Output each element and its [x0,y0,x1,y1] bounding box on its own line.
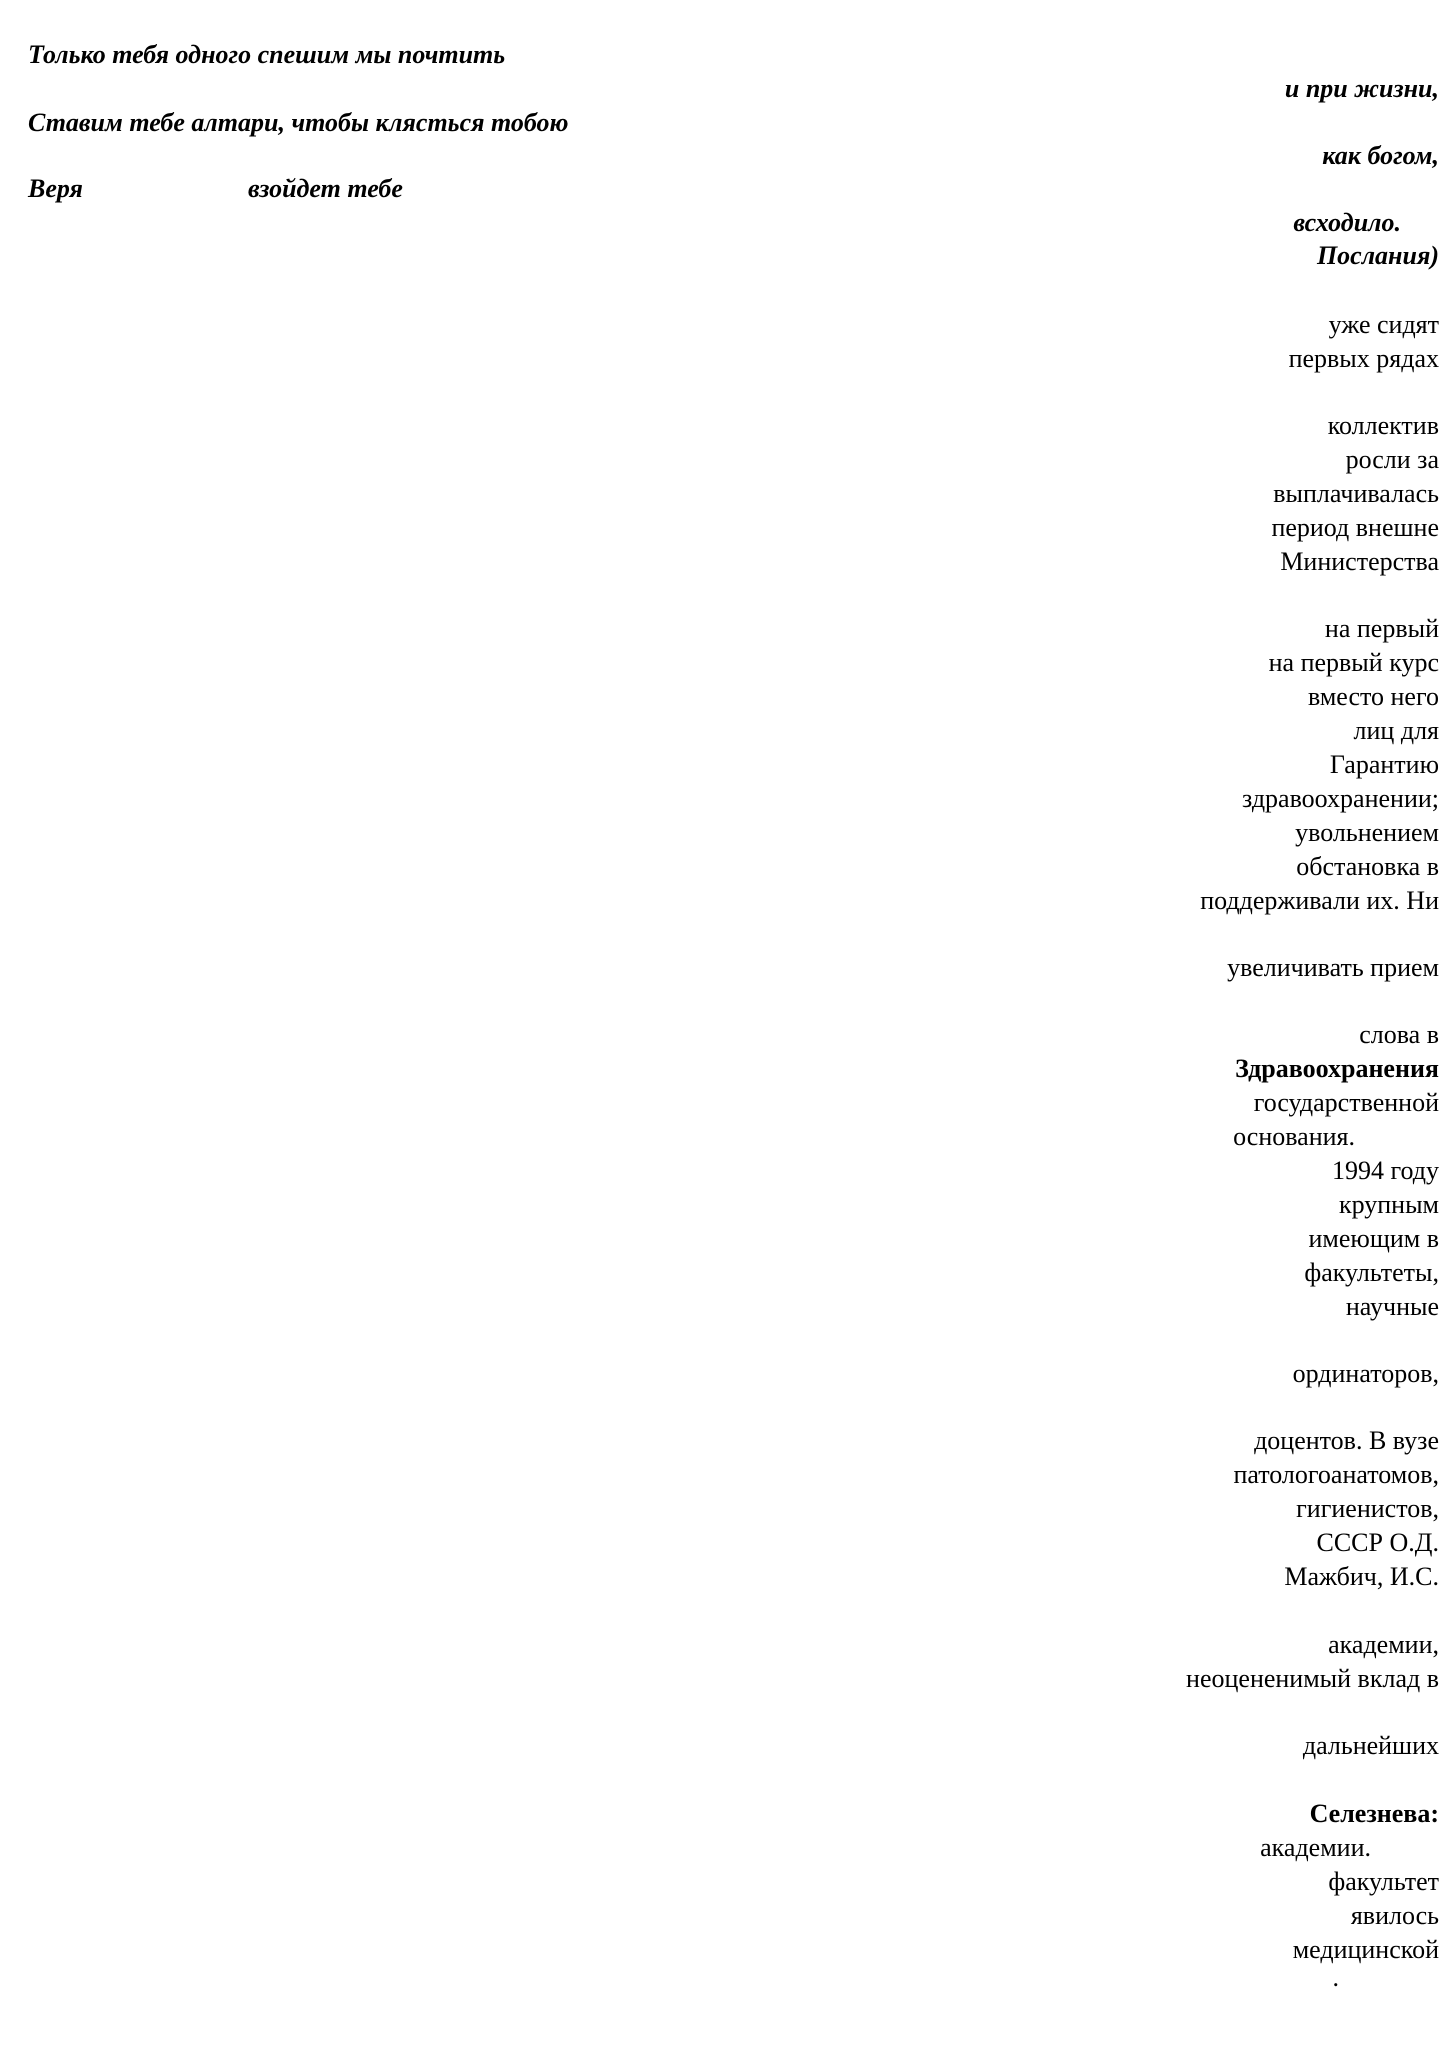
text-fragment: гигиенистов, [1296,1494,1439,1523]
text-fragment: обстановка в [1296,852,1439,881]
text-fragment: . [1332,1963,1339,1992]
text-fragment: Гарантию [1329,750,1439,779]
text-fragment: факультеты, [1304,1258,1439,1287]
text-fragment: увеличивать прием [1227,953,1439,982]
text-fragment: государственной [1253,1088,1439,1117]
text-fragment: на первый курс [1268,648,1439,677]
text-fragment: росли за [1345,445,1439,474]
poem-line-2: Ставим тебе алтари, чтобы клясться тобою [28,108,569,137]
text-fragment: крупным [1338,1190,1439,1219]
text-fragment: ординаторов, [1292,1359,1439,1388]
right-text-column [839,0,1439,2050]
text-fragment: дальнейших [1302,1731,1439,1760]
text-fragment: академии. [1260,1833,1371,1862]
text-fragment: первых рядах [1288,344,1439,373]
text-fragment: имеющим в [1308,1224,1439,1253]
poem-right-line-4: Послания) [1316,241,1439,270]
text-fragment: Мажбич, И.С. [1284,1562,1439,1591]
poem-right-line-3: всходило. [1293,208,1401,237]
text-fragment: неоцененимый вклад в [1186,1664,1439,1693]
text-fragment: Министерства [1280,547,1439,576]
text-fragment: 1994 году [1332,1156,1439,1185]
text-fragment: период внешне [1271,513,1439,542]
text-fragment: научные [1345,1292,1439,1321]
text-fragment: медицинской [1292,1935,1439,1964]
text-fragment-bold: Здравоохранения [1235,1054,1439,1083]
text-fragment: лиц для [1353,716,1439,745]
text-fragment: СССР О.Д. [1316,1528,1439,1557]
text-fragment: патологоанатомов, [1233,1460,1439,1489]
text-fragment: основания. [1233,1122,1355,1151]
poem-line-3a: Веря [28,174,83,203]
text-fragment: здравоохранении; [1242,784,1439,813]
poem-right-line-2: как богом, [1322,141,1439,170]
text-fragment-bold: Селезнева: [1309,1799,1439,1828]
text-fragment: факультет [1328,1867,1439,1896]
text-fragment: на первый [1324,614,1439,643]
text-fragment: уже сидят [1328,310,1439,339]
text-fragment: поддерживали их. Ни [1200,886,1439,915]
poem-right-line-1: и при жизни, [1284,74,1439,103]
text-fragment: слова в [1359,1020,1439,1049]
text-fragment: доцентов. В вузе [1254,1426,1439,1455]
text-fragment: вместо него [1307,682,1439,711]
text-fragment: увольнением [1295,818,1439,847]
poem-line-1: Только тебя одного спешим мы почтить [28,40,506,69]
text-fragment: академии, [1328,1630,1439,1659]
text-fragment: явилось [1350,1901,1439,1930]
poem-line-3b: взойдет тебе [248,174,403,203]
text-fragment: выплачивалась [1273,479,1439,508]
text-fragment: коллектив [1327,411,1439,440]
